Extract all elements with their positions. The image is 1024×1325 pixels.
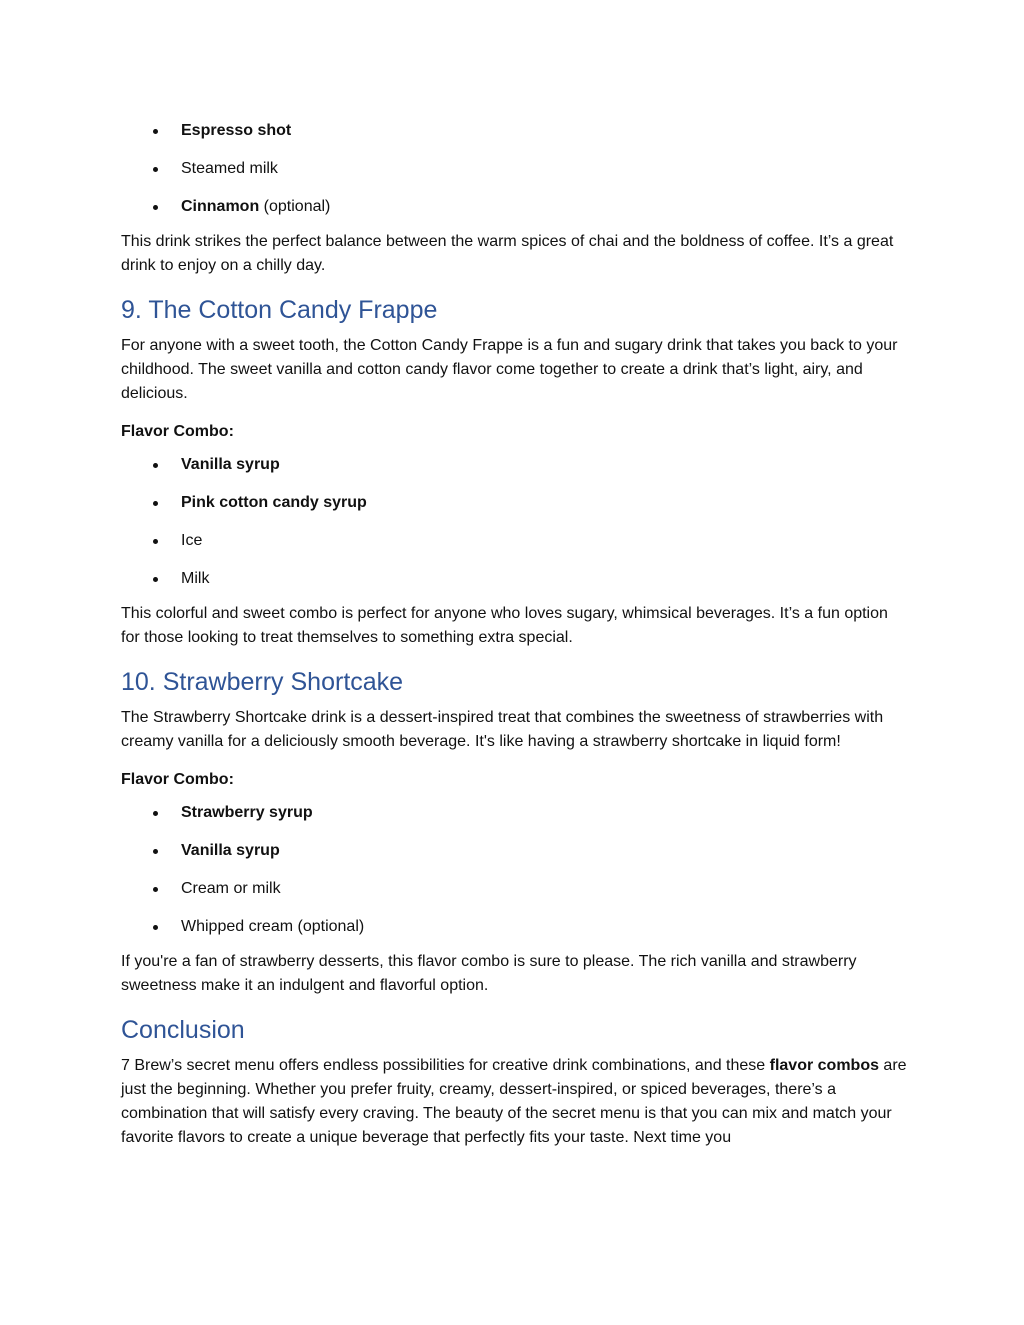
list-item — [121, 526, 911, 564]
ingredient-bold: Cinnamon — [181, 198, 260, 215]
ingredient-bold: Espresso shot — [181, 122, 292, 139]
section-heading-strawberry-shortcake: 10. Strawberry Shortcake — [121, 668, 404, 696]
section-heading-cotton-candy: 9. The Cotton Candy Frappe — [121, 296, 438, 324]
ingredient-bold: Strawberry syrup — [181, 804, 313, 821]
conclusion-paragraph — [121, 1054, 911, 1150]
ingredient-text: (optional) — [259, 198, 331, 215]
cotton-candy-ingredient-list — [121, 450, 911, 602]
section-closing-paragraph: If you're a fan of strawberry desserts, this flavor combo is sure to please. The rich vanilla and strawberry sweetness make it an indulgent and flavorful option. — [121, 953, 857, 994]
intro-paragraph: This drink strikes the perfect balance between the warm spices of chai and the boldness of coffee. It’s a great drink to enjoy on a chilly day. — [121, 233, 894, 274]
list-item — [121, 192, 911, 230]
ingredient-text: Steamed milk — [181, 160, 278, 177]
ingredient-text: Cream or milk — [181, 880, 281, 897]
list-item — [121, 912, 911, 950]
document-page — [121, 116, 911, 1150]
section-closing-paragraph: This colorful and sweet combo is perfect for anyone who loves sugary, whimsical beverages. It’s a fun option for those looking to treat themselves to something extra special. — [121, 605, 888, 646]
strawberry-ingredient-list — [121, 798, 911, 950]
flavor-combo-label: Flavor Combo: — [121, 423, 234, 440]
conclusion-bold-text: flavor combos — [769, 1057, 879, 1074]
list-item — [121, 116, 911, 154]
list-item — [121, 154, 911, 192]
conclusion-text: are just the beginning. Whether you prefer fruity, creamy, dessert-inspired, or spiced beverages, there’s a combination that will satisfy every craving. The beauty of the secret menu is that you can mix and match your favorite flavors to create a unique beverage that perfectly fits your taste. Next time you — [121, 1057, 907, 1146]
list-item — [121, 450, 911, 488]
section-description: For anyone with a sweet tooth, the Cotton Candy Frappe is a fun and sugary drink that takes you back to your childhood. The sweet vanilla and cotton candy flavor come together to create a drink that’s light, airy, and delicious. — [121, 337, 898, 402]
section-heading-conclusion: Conclusion — [121, 1016, 245, 1044]
conclusion-text: 7 Brew’s secret menu offers endless possibilities for creative drink combinations, and these — [121, 1057, 770, 1074]
list-item — [121, 798, 911, 836]
intro-ingredient-list — [121, 116, 911, 230]
flavor-combo-label: Flavor Combo: — [121, 771, 234, 788]
list-item — [121, 564, 911, 602]
ingredient-bold: Pink cotton candy syrup — [181, 494, 367, 511]
ingredient-bold: Vanilla syrup — [181, 842, 280, 859]
ingredient-text: Ice — [181, 532, 203, 549]
ingredient-bold: Vanilla syrup — [181, 456, 280, 473]
list-item — [121, 836, 911, 874]
section-description: The Strawberry Shortcake drink is a dessert-inspired treat that combines the sweetness of strawberries with creamy vanilla for a deliciously smooth beverage. It's like having a strawberry shortcake in liquid form! — [121, 709, 884, 750]
ingredient-text: Whipped cream (optional) — [181, 918, 365, 935]
list-item — [121, 488, 911, 526]
list-item — [121, 874, 911, 912]
ingredient-text: Milk — [181, 570, 210, 587]
